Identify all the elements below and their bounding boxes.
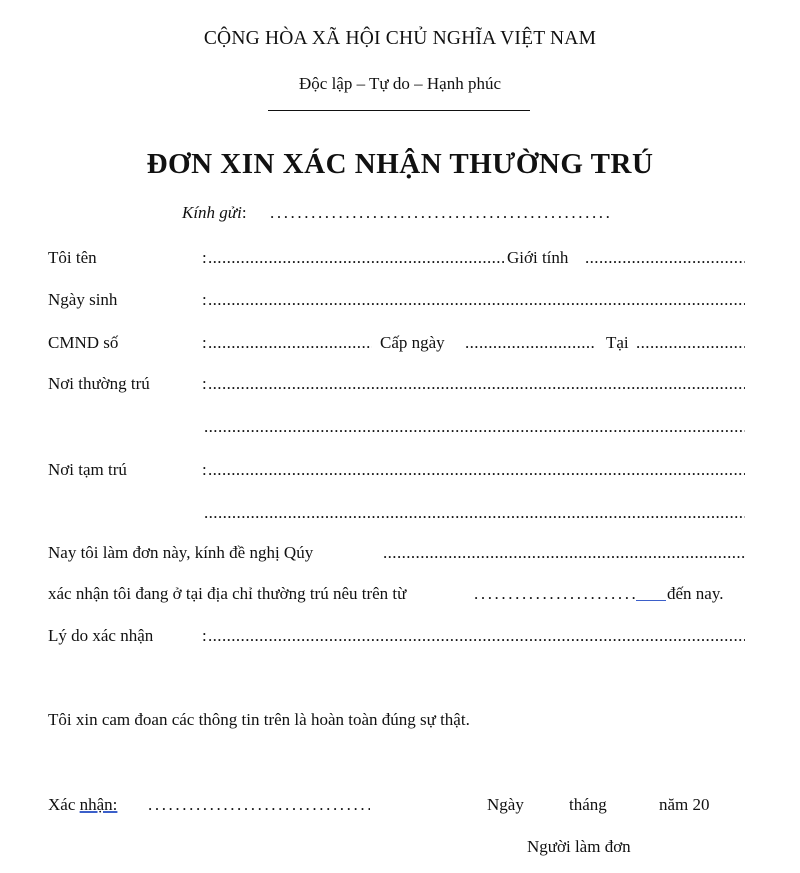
name-colon: : — [202, 248, 207, 267]
commitment-text: Tôi xin cam đoan các thông tin trên là hoàn toàn đúng sự thật. — [48, 710, 470, 729]
document-title: ĐƠN XIN XÁC NHẬN THƯỜNG TRÚ — [146, 148, 654, 180]
id-label: CMND số — [48, 333, 119, 352]
sign-year-label: năm 20 — [659, 795, 710, 814]
dob-label: Ngày sinh — [48, 290, 118, 309]
request-line2-end: đến nay. — [667, 584, 724, 603]
since-date-field[interactable] — [474, 584, 636, 606]
confirm-label — [48, 795, 117, 815]
request-line1: Nay tôi làm đơn này, kính đề nghị Qúy — [48, 543, 314, 562]
issue-place-field[interactable] — [636, 333, 745, 355]
reason-colon: : — [202, 626, 207, 645]
temporary-label: Nơi tạm trú — [48, 460, 127, 479]
reason-field[interactable] — [208, 626, 745, 648]
recipient-label: Kính gửi — [182, 203, 242, 222]
gender-field[interactable] — [585, 248, 745, 270]
permanent-field[interactable] — [208, 374, 745, 396]
name-field[interactable] — [208, 248, 504, 270]
confirm-prefix: Xác — [48, 795, 80, 814]
name-label: Tôi tên — [48, 248, 97, 267]
authority-field[interactable] — [383, 543, 745, 565]
permanent-field-line2[interactable] — [204, 417, 745, 439]
recipient-field[interactable] — [270, 203, 610, 225]
id-colon: : — [202, 333, 207, 352]
temporary-field-line2[interactable] — [204, 503, 745, 525]
id-field[interactable] — [208, 333, 372, 355]
issue-date-label: Cấp ngày — [380, 333, 445, 352]
confirm-field[interactable] — [148, 795, 370, 817]
motto: Độc lập – Tự do – Hạnh phúc — [299, 74, 501, 93]
since-date-blank — [636, 584, 666, 606]
issue-place-label: Tại — [606, 333, 629, 352]
dob-colon: : — [202, 290, 207, 309]
confirm-underlined: nhận: — [79, 795, 118, 814]
nation-title: CỘNG HÒA XÃ HỘI CHỦ NGHĨA VIỆT NAM — [203, 28, 597, 49]
sign-day-label: Ngày — [487, 795, 524, 814]
issue-date-field[interactable] — [465, 333, 595, 355]
gender-label: Giới tính — [507, 248, 569, 267]
permanent-colon: : — [202, 374, 207, 393]
permanent-label: Nơi thường trú — [48, 374, 150, 393]
request-line2: xác nhận tôi đang ở tại địa chỉ thường trú nêu trên từ — [48, 584, 407, 603]
recipient-colon: : — [241, 203, 247, 222]
temporary-field[interactable] — [208, 460, 745, 482]
sign-month-label: tháng — [569, 795, 607, 814]
dob-field[interactable] — [208, 290, 745, 312]
recipient-line — [182, 203, 247, 223]
applicant-label: Người làm đơn — [527, 837, 631, 856]
reason-label: Lý do xác nhận — [48, 626, 154, 645]
motto-underline — [268, 110, 530, 111]
temporary-colon: : — [202, 460, 207, 479]
